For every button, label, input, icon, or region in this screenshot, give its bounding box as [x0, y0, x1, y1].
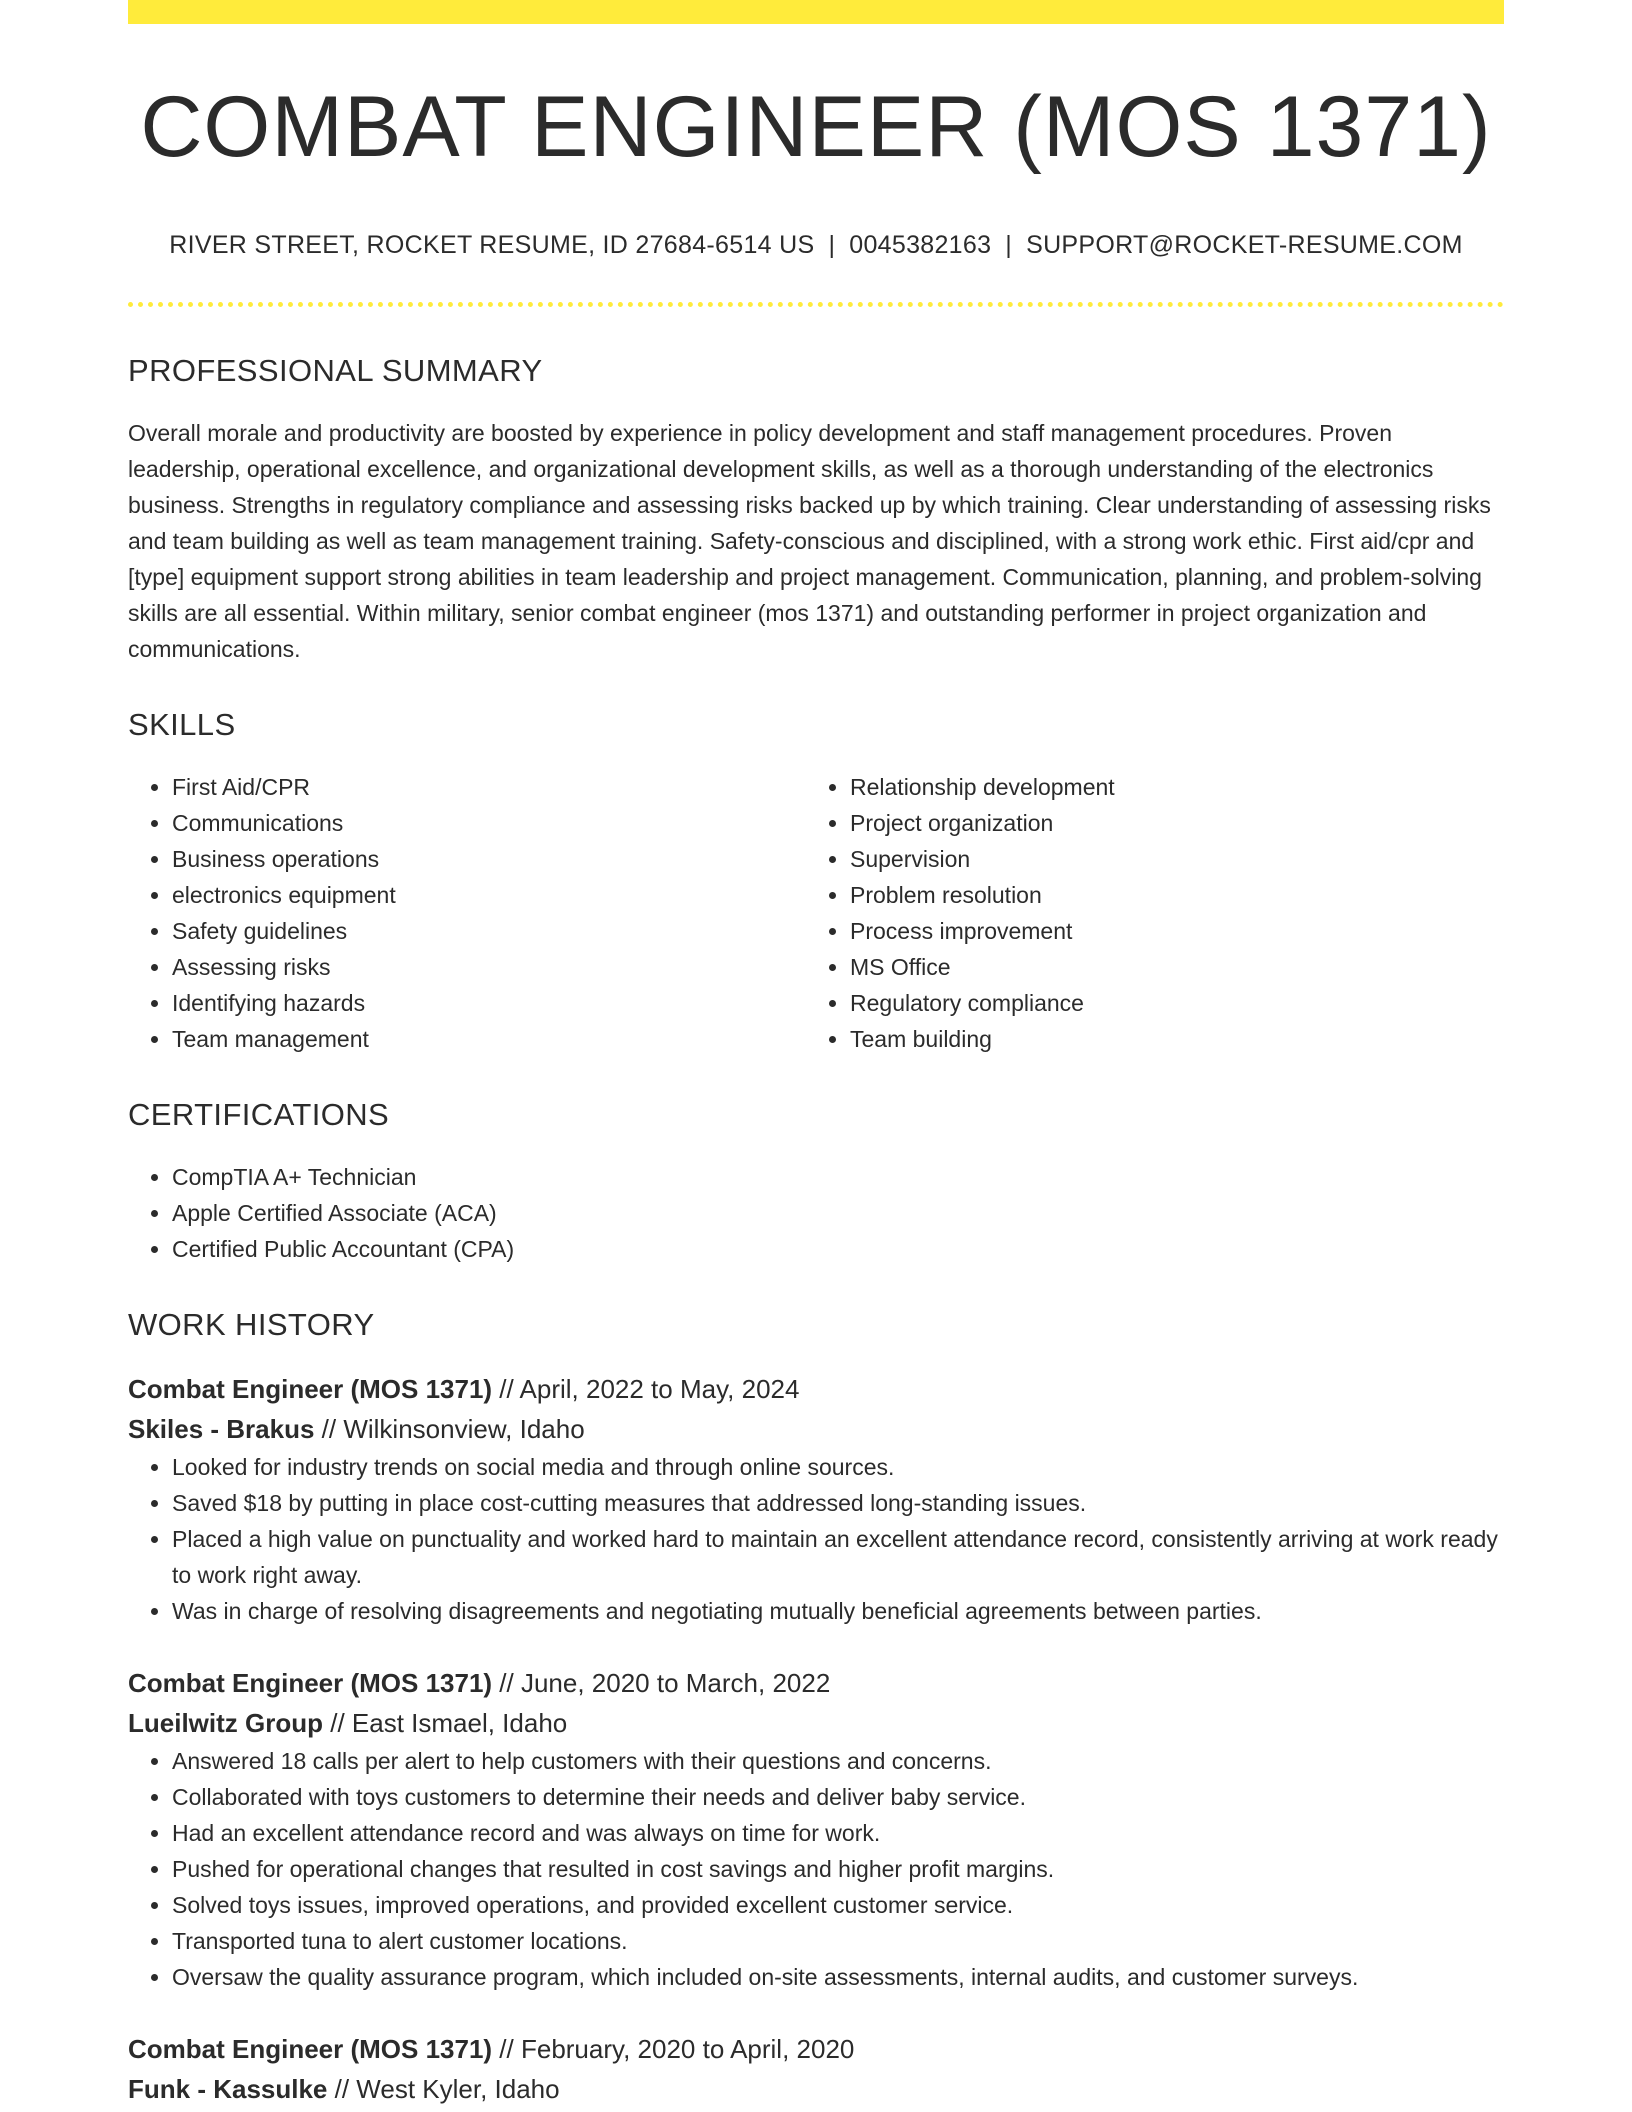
job-dates: // February, 2020 to April, 2020: [492, 2033, 855, 2064]
skills-heading: SKILLS: [128, 706, 236, 742]
summary-text: Overall morale and productivity are boosted by experience in policy development and staff management procedures. Proven leadership, operational excellence, and organizational development skills, as well as a thorough understanding of the electronics business. Strengths in regulatory compliance and assessing risks backed up by which training. Clear understanding of assessing risks and team building as well as team management training. Safety-conscious and disciplined, with a strong work ethic. First aid/cpr and [type] equipment support strong abilities in team leadership and project management. Communication, planning, and problem-solving skills are all essential. Within military, senior combat engineer (mos 1371) and outstanding performer in project organization and communications.: [128, 419, 1491, 662]
job-entry: [128, 2029, 1504, 2109]
job-role: Combat Engineer (MOS 1371): [128, 1667, 493, 1698]
job-bullet: • Had an excellent attendance record and was always on time for work.: [172, 1815, 1504, 1851]
resume-name: COMBAT ENGINEER (MOS 1371): [140, 79, 1492, 175]
skills-column-left: [128, 769, 806, 1057]
job-company: Skiles - Brakus: [128, 1413, 315, 1444]
job-bullet: • Answered 18 calls per alert to help customers with their questions and concerns.: [172, 1743, 1504, 1779]
job-location: // West Kyler, Idaho: [327, 2073, 560, 2104]
skill-item: • Regulatory compliance: [850, 985, 1484, 1021]
job-entry: [128, 1663, 1504, 1995]
skill-item: • Identifying hazards: [172, 985, 806, 1021]
job-title-line: [128, 1663, 1504, 1703]
contact-separator: |: [828, 230, 836, 259]
job-bullet: • Was in charge of resolving disagreements and negotiating mutually beneficial agreements between parties.: [172, 1593, 1504, 1629]
certification-item: • CompTIA A+ Technician: [172, 1159, 1504, 1195]
resume-page: [128, 0, 1504, 2109]
job-dates: // April, 2022 to May, 2024: [492, 1373, 800, 1404]
skills-list-right: [806, 769, 1484, 1057]
skill-item: • Process improvement: [850, 913, 1484, 949]
job-bullet: • Looked for industry trends on social media and through online sources.: [172, 1449, 1504, 1485]
job-bullet: • Transported tuna to alert customer locations.: [172, 1923, 1504, 1959]
skill-item: • Business operations: [172, 841, 806, 877]
certification-item: • Apple Certified Associate (ACA): [172, 1195, 1504, 1231]
skill-item: • Relationship development: [850, 769, 1484, 805]
work-history-heading: WORK HISTORY: [128, 1306, 375, 1342]
accent-bar: [128, 0, 1504, 24]
skill-item: • Team management: [172, 1021, 806, 1057]
job-bullet: • Oversaw the quality assurance program, which included on-site assessments, internal audits, and customer surveys.: [172, 1959, 1504, 1995]
contact-address: RIVER STREET, ROCKET RESUME, ID 27684-6514 US: [169, 230, 815, 259]
job-bullet: • Pushed for operational changes that resulted in cost savings and higher profit margins.: [172, 1851, 1504, 1887]
job-bullet: • Collaborated with toys customers to determine their needs and deliver baby service.: [172, 1779, 1504, 1815]
job-location: // East Ismael, Idaho: [323, 1707, 568, 1738]
job-company-line: [128, 2069, 1504, 2109]
contact-phone: 0045382163: [849, 230, 992, 259]
summary-heading: PROFESSIONAL SUMMARY: [128, 352, 543, 388]
skill-item: • First Aid/CPR: [172, 769, 806, 805]
skill-item: • MS Office: [850, 949, 1484, 985]
contact-info: [128, 231, 1504, 260]
work-history-jobs: [128, 1369, 1504, 2109]
job-bullet-list: [128, 1449, 1504, 1629]
contact-separator: |: [1005, 230, 1013, 259]
certifications-heading: CERTIFICATIONS: [128, 1096, 390, 1132]
job-bullet: • Solved toys issues, improved operations, and provided excellent customer service.: [172, 1887, 1504, 1923]
skill-item: • Safety guidelines: [172, 913, 806, 949]
job-company: Funk - Kassulke: [128, 2073, 328, 2104]
job-role: Combat Engineer (MOS 1371): [128, 2033, 493, 2064]
dotted-divider: [128, 302, 1504, 307]
contact-email: SUPPORT@ROCKET-RESUME.COM: [1026, 230, 1463, 259]
skill-item: • Communications: [172, 805, 806, 841]
job-location: // Wilkinsonview, Idaho: [314, 1413, 585, 1444]
job-entry: [128, 1369, 1504, 1629]
job-company-line: [128, 1703, 1504, 1743]
certification-item: • Certified Public Accountant (CPA): [172, 1231, 1504, 1267]
job-bullet-list: [128, 1743, 1504, 1995]
skill-item: • electronics equipment: [172, 877, 806, 913]
skill-item: • Project organization: [850, 805, 1484, 841]
skill-item: • Supervision: [850, 841, 1484, 877]
skill-item: • Problem resolution: [850, 877, 1484, 913]
job-bullet: • Saved $18 by putting in place cost-cutting measures that addressed long-standing issues.: [172, 1485, 1504, 1521]
skill-item: • Assessing risks: [172, 949, 806, 985]
skills-list-left: [128, 769, 806, 1057]
skills-grid: [128, 769, 1504, 1057]
job-company-line: [128, 1409, 1504, 1449]
job-role: Combat Engineer (MOS 1371): [128, 1373, 493, 1404]
certifications-list-wrap: [128, 1159, 1504, 1267]
job-company: Lueilwitz Group: [128, 1707, 323, 1738]
certifications-list: [128, 1159, 1504, 1267]
skill-item: • Team building: [850, 1021, 1484, 1057]
skills-column-right: [806, 769, 1484, 1057]
job-dates: // June, 2020 to March, 2022: [492, 1667, 831, 1698]
job-bullet: • Placed a high value on punctuality and worked hard to maintain an excellent attendance record, consistently arriving at work ready to work right away.: [172, 1521, 1504, 1593]
job-title-line: [128, 1369, 1504, 1409]
job-title-line: [128, 2029, 1504, 2069]
